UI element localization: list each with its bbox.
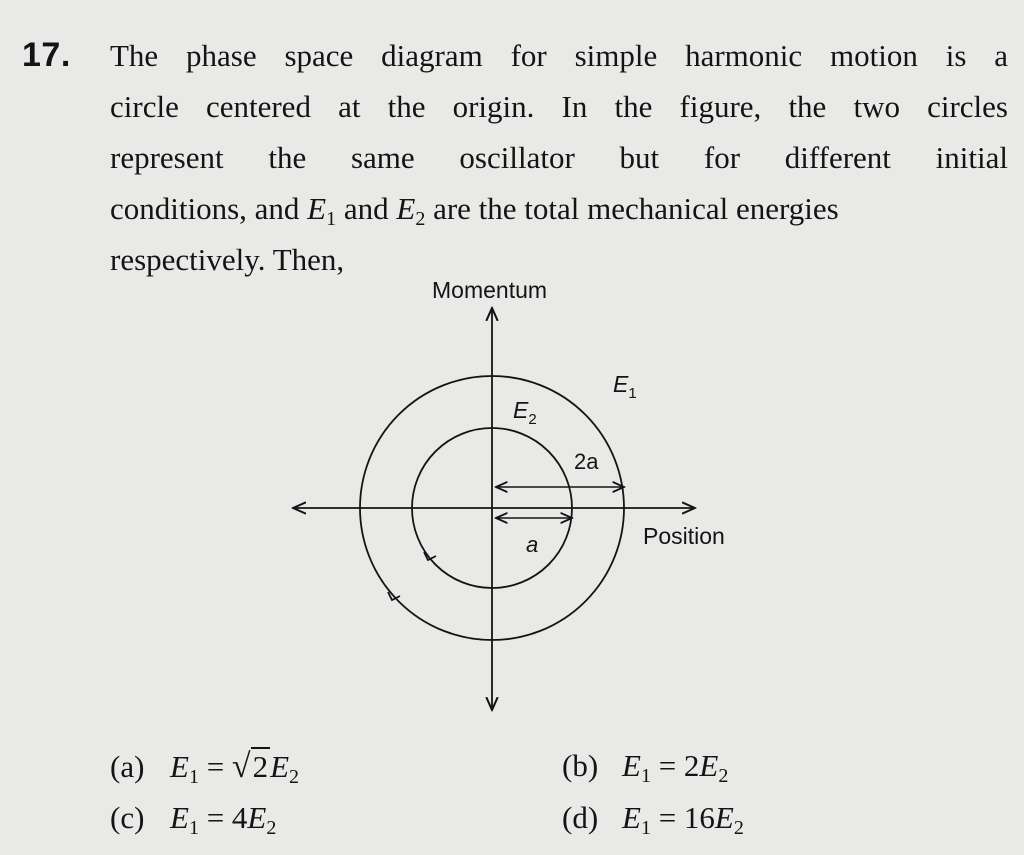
line4-post: are the total mechanical energies [425, 191, 839, 226]
y-axis-label: Momentum [432, 277, 548, 303]
question-line-4 [110, 183, 1008, 234]
option-c[interactable] [110, 800, 276, 840]
inner-circle [412, 428, 572, 588]
energy-subscript-2: 2 [415, 208, 426, 230]
inner-circle-direction-arrow [424, 552, 436, 560]
outer-circle [360, 376, 624, 640]
outer-circle-label: $E_1$ [613, 371, 637, 402]
outer-circle-direction-arrow [388, 592, 400, 600]
option-d[interactable] [562, 800, 744, 840]
option-b-tag: (b) [562, 748, 599, 783]
question-line-5: respectively. Then, [110, 242, 345, 277]
option-c-expression: $E_1 = 4E_2$ [170, 800, 277, 839]
energy-symbol-e1: E [307, 191, 327, 226]
option-a-tag: (a) [110, 749, 145, 784]
option-b-expression: $E_1 = 2E_2$ [622, 748, 729, 787]
line4-pre: conditions, and [110, 191, 308, 226]
question-number: 17. [22, 36, 71, 74]
option-a[interactable] [110, 748, 299, 789]
sqrt-symbol: √2 [231, 748, 269, 785]
energy-symbol-e2: E [396, 191, 416, 226]
option-b[interactable] [562, 748, 728, 788]
x-axis-label: Position [643, 523, 725, 549]
option-c-tag: (c) [110, 800, 145, 835]
option-d-expression: $E_1 = 16E_2$ [622, 800, 744, 839]
inner-radius-label: a [526, 532, 539, 557]
question-line-2: circle centered at the origin. In the figure, the two circles [110, 89, 1008, 124]
energy-subscript-1: 1 [326, 208, 337, 230]
inner-circle-label: $E_2$ [513, 397, 537, 428]
question-line-1: The phase space diagram for simple harmonic motion is a [110, 38, 1008, 73]
question-text [110, 30, 1008, 285]
line4-mid: and [336, 191, 397, 226]
option-a-expression: $E_1 = √2E_2$ [170, 748, 300, 788]
question-line-3: represent the same oscillator but for different initial [110, 140, 1008, 175]
outer-radius-label: 2a [574, 449, 599, 474]
option-d-tag: (d) [562, 800, 599, 835]
